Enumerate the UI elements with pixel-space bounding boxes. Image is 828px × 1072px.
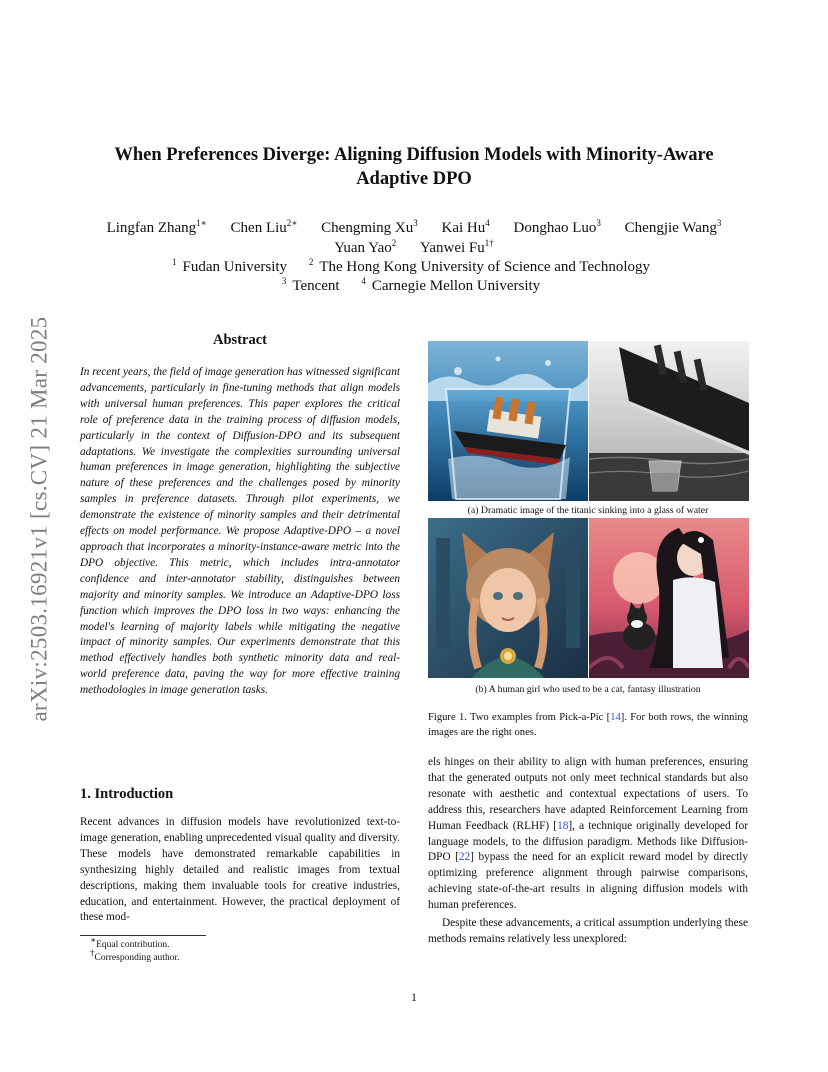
author: Kai Hu$^4$ (441, 218, 490, 236)
author: Donghao Luo$^3$ (513, 218, 601, 236)
figure-image-titanic-glass-winning (589, 341, 749, 501)
affiliation: $^2$ The Hong Kong University of Science and Technology (308, 257, 650, 275)
author-row-1 (80, 218, 748, 238)
footnote: †Corresponding author. (90, 947, 180, 963)
introduction-paragraph-right (428, 755, 748, 948)
abstract-text: In recent years, the field of image generation has witnessed significant advancements, particularly in fine-tuning methods that align models with universal human preferences. This paper explores the critical role of preference data in the training process of diffusion models, particularly in the context of Diffusion-DPO and its subsequent adaptations. We investigate the complexities surrounding universal human preferences in image generation, highlighting the subjective nature of these preferences and the challenges posed by minority samples in preference datasets. Through pilot experiments, we demonstrate the existence of minority samples and their detrimental effects on model performance. We propose Adaptive-DPO – a novel approach that incorporates a minority-instance-aware metric into the DPO objective. This metric, which includes intra-annotator confidence and inter-annotator stability, distinguishes between majority and minority samples. We introduce an Adaptive-DPO loss function which improves the DPO loss in two ways: enhancing the model's learning of majority labels while mitigating the negative impact of minority samples. Our experiments demonstrate that this method effectively handles both synthetic minority data and real-world preference data, paving the way for more effective training methodologies in image generation tasks. (80, 366, 400, 697)
author-row-2 (80, 238, 748, 258)
arxiv-identifier-stamp (22, 283, 56, 755)
paper-title (80, 143, 748, 191)
author: Chengjie Wang$^3$ (624, 218, 722, 236)
title-line-2: Adaptive DPO (356, 169, 472, 189)
citation-link[interactable]: 18 (557, 819, 569, 832)
subcaption-a: (a) Dramatic image of the titanic sinking into a glass of water (467, 505, 709, 516)
figure-image-cat-girl-winning (589, 518, 749, 678)
section-heading-introduction: 1. Introduction (80, 786, 174, 802)
figure-caption: Figure 1. Two examples from Pick-a-Pic [14]. For both rows, the winning images are the right ones. (428, 712, 748, 738)
affiliation: $^3$ Tencent (281, 276, 340, 294)
introduction-paragraph-left: Recent advances in diffusion models have revolutionized text-to-image generation, enabling unprecedented visual quality and diversity. These models have demonstrated remarkable capabilities in synthesizing highly detailed and realistic images from textual descriptions, making them invaluable tools for creative industries, education, and entertainment. However, the practical deployment of these mod- (80, 816, 400, 924)
footnote-divider (80, 935, 206, 936)
footnotes (90, 934, 400, 965)
affiliation: $^1$ Fudan University (171, 257, 288, 275)
abstract-heading: Abstract (213, 332, 267, 348)
introduction-paragraph-continued: els hinges on their ability to align with human preferences, ensuring that the generated outputs not only meet technical standards but also resonate with aesthetic and contextual expectations of users. To address this, researchers have adapted Reinforcement Learning from Human Feedback (RLHF) [18], a technique originally developed for language models, to the diffusion paradigm. Methods like Diffusion-DPO [22] bypass the need for an explicit reward model by directly optimizing preference alignment through pairwise comparisons, achieving state-of-the-art results in aligning diffusion models with human preferences. (428, 756, 748, 912)
citation-link[interactable]: 22 (458, 851, 471, 864)
subcaption-b: (b) A human girl who used to be a cat, fantasy illustration (475, 684, 701, 695)
affiliation-row-2 (80, 277, 748, 296)
affiliation-row-1 (80, 258, 748, 277)
author-list (80, 218, 748, 258)
author: Yuan Yao$^2$ (334, 238, 397, 256)
citation-link[interactable]: 14 (610, 712, 621, 723)
arxiv-identifier-text: arXiv:2503.16921v1 [cs.CV] 21 Mar 2025 (26, 316, 51, 722)
figure-image-cat-girl-losing (428, 518, 588, 678)
figure-image-titanic-glass-losing (428, 341, 588, 501)
title-line-1: When Preferences Diverge: Aligning Diffusion Models with Minority-Aware (114, 145, 714, 165)
footnote: ∗Equal contribution. (90, 934, 170, 950)
author: Chen Liu$^{2∗}$ (230, 218, 298, 236)
affiliation: $^4$ Carnegie Mellon University (361, 276, 541, 294)
author: Chengming Xu$^3$ (321, 218, 418, 236)
author: Yanwei $Fu^{1\dagger}$ (420, 238, 494, 256)
page-number: 1 (411, 990, 417, 1004)
author: Lingfan Zhang$^{1∗}$ (106, 218, 207, 236)
introduction-paragraph-next: Despite these advancements, a critical assumption underlying these methods remains relatively less unexplored: (428, 917, 748, 945)
